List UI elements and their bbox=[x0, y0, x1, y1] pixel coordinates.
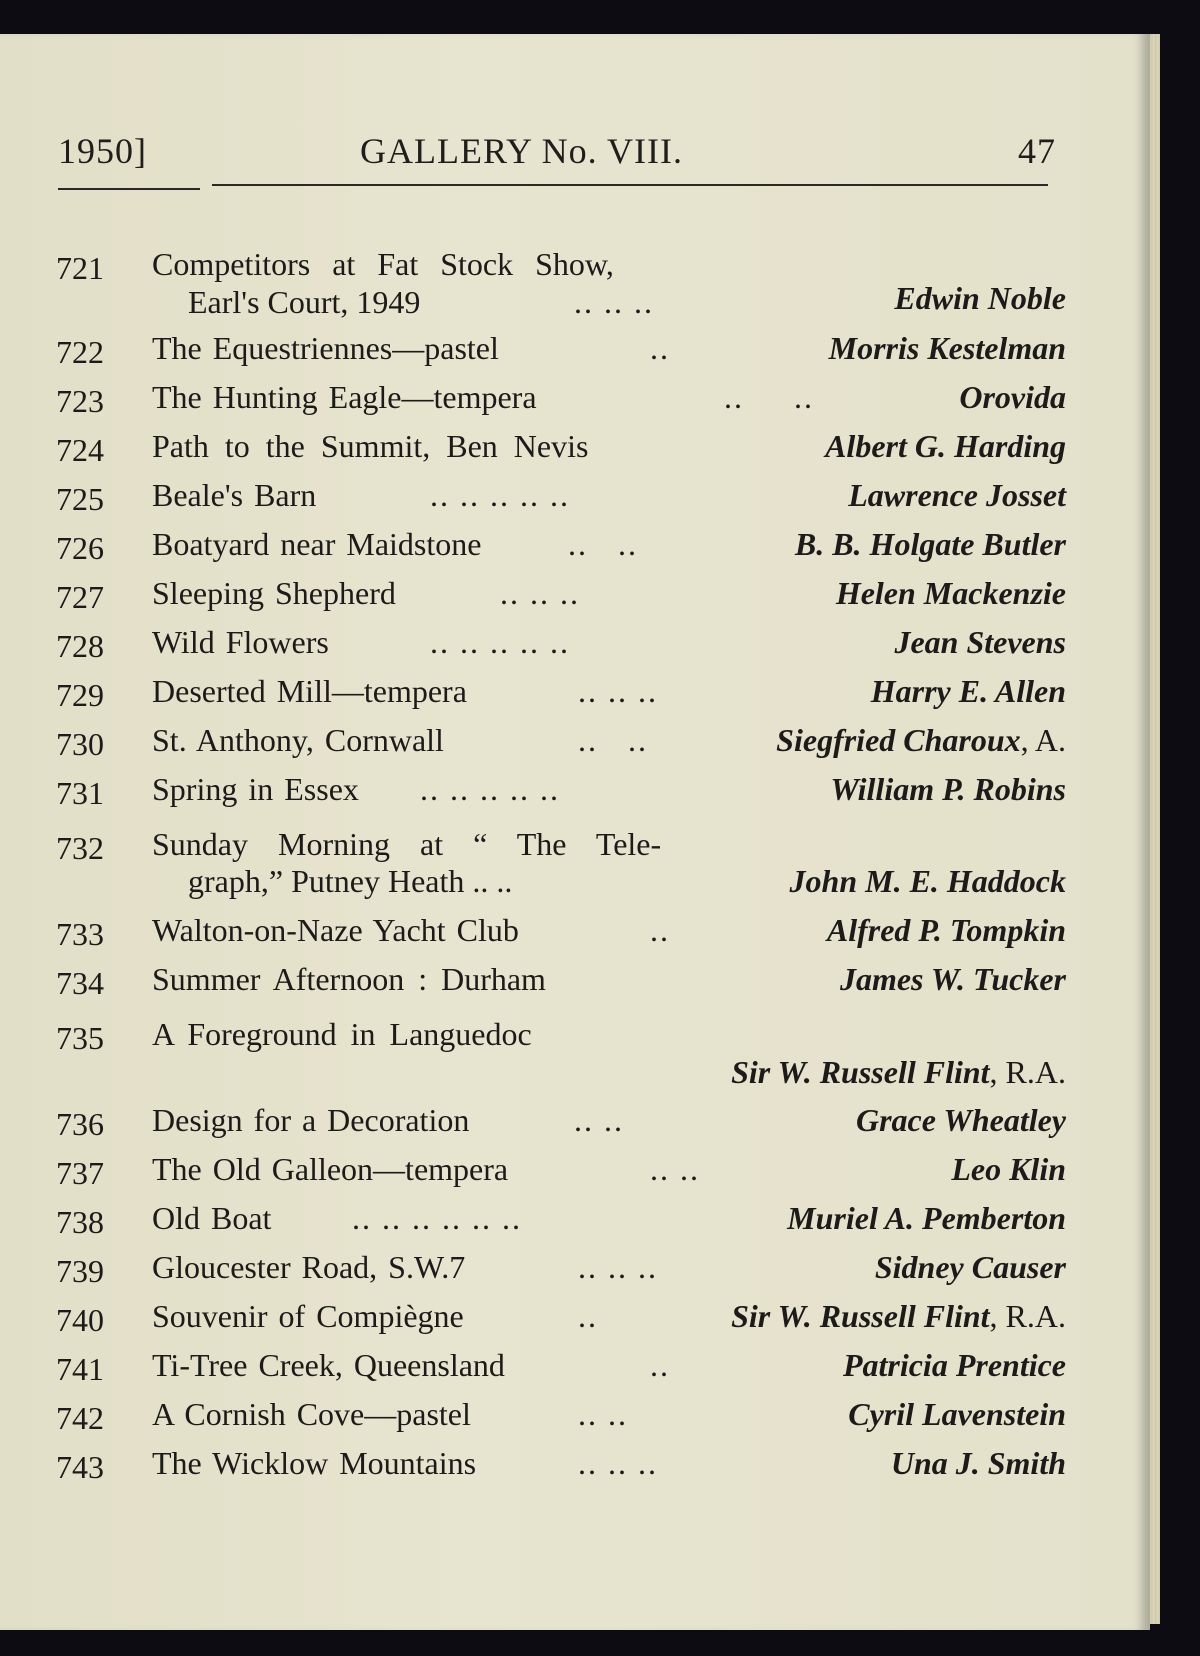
entry-title: Beale's Barn bbox=[152, 477, 317, 513]
artist-name: Siegfried Charoux bbox=[776, 722, 1021, 758]
entry-leader-dots: .. .. .. .. .. .. bbox=[352, 1200, 522, 1236]
entry-title: Ti-Tree Creek, Queensland bbox=[152, 1347, 505, 1383]
entry-number: 728 bbox=[56, 628, 104, 664]
entry-artist: Una J. Smith bbox=[890, 1445, 1066, 1481]
entry-number: 740 bbox=[56, 1302, 104, 1338]
entry-number: 732 bbox=[56, 830, 104, 866]
entry-leader-dots: .. .. bbox=[578, 722, 648, 758]
entry-number: 729 bbox=[56, 677, 104, 713]
entry-leader-dots: .. .. bbox=[568, 526, 638, 562]
entry-title: Spring in Essex bbox=[152, 771, 359, 807]
entry-number: 738 bbox=[56, 1204, 104, 1240]
entry-title-line2: Earl's Court, 1949 bbox=[188, 284, 421, 320]
entry-artist: William P. Robins bbox=[830, 771, 1066, 807]
entry-artist: Grace Wheatley bbox=[855, 1102, 1066, 1138]
entry-title: A Foreground in Languedoc bbox=[152, 1016, 532, 1052]
entry-title-line2: graph,” Putney Heath .. .. bbox=[188, 863, 513, 899]
entry-number: 741 bbox=[56, 1351, 104, 1387]
entry-leader-dots: .. .. .. bbox=[578, 673, 658, 709]
entry-title: Sunday Morning at “ The Tele- bbox=[152, 826, 662, 862]
entry-artist: Harry E. Allen bbox=[870, 673, 1066, 709]
entry-title: A Cornish Cove—pastel bbox=[152, 1396, 471, 1432]
entry-artist: James W. Tucker bbox=[839, 961, 1066, 997]
entry-leader-dots: .. .. .. bbox=[578, 1445, 658, 1481]
entry-leader-dots: .. bbox=[650, 330, 670, 366]
entry-leader-dots: .. .. bbox=[724, 379, 814, 415]
entry-title: Wild Flowers bbox=[152, 624, 329, 660]
entry-artist: Alfred P. Tompkin bbox=[826, 912, 1066, 948]
artist-honour: , R.A. bbox=[989, 1054, 1066, 1090]
artist-honour: , A. bbox=[1020, 722, 1066, 758]
entry-artist: Leo Klin bbox=[951, 1151, 1066, 1187]
entry-number: 725 bbox=[56, 481, 104, 517]
entry-title: Old Boat bbox=[152, 1200, 272, 1236]
entry-number: 730 bbox=[56, 726, 104, 762]
header-year: 1950] bbox=[58, 131, 147, 171]
entry-artist: Sidney Causer bbox=[874, 1249, 1066, 1285]
entry-leader-dots: .. .. .. .. .. bbox=[420, 771, 560, 807]
entry-title: Boatyard near Maidstone bbox=[152, 526, 482, 562]
entry-title: Sleeping Shepherd bbox=[152, 575, 396, 611]
entry-number: 724 bbox=[56, 432, 104, 468]
entry-artist: Helen Mackenzie bbox=[835, 575, 1066, 611]
entry-leader-dots: .. .. .. bbox=[574, 284, 654, 320]
entry-number: 726 bbox=[56, 530, 104, 566]
entry-number: 743 bbox=[56, 1449, 104, 1485]
entry-artist bbox=[829, 330, 1066, 367]
entry-leader-dots: .. bbox=[578, 1298, 598, 1334]
entry-leader-dots: .. .. bbox=[650, 1151, 700, 1187]
entry-title: Deserted Mill—tempera bbox=[152, 673, 467, 709]
book-page bbox=[0, 34, 1150, 1630]
entry-number: 722 bbox=[56, 334, 104, 370]
entry-number: 736 bbox=[56, 1106, 104, 1142]
entry-artist: John M. E. Haddock bbox=[789, 863, 1066, 899]
entry-leader-dots: .. .. bbox=[578, 1396, 628, 1432]
entry-number: 734 bbox=[56, 965, 104, 1001]
entry-artist: B. B. Holgate Butler bbox=[794, 526, 1066, 562]
catalogue-entries bbox=[0, 34, 1150, 1630]
entry-title: The Hunting Eagle—tempera bbox=[152, 379, 537, 415]
entry-artist: Cyril Lavenstein bbox=[848, 1396, 1066, 1432]
entry-leader-dots: .. .. .. bbox=[578, 1249, 658, 1285]
entry-title: The Wicklow Mountains bbox=[152, 1445, 477, 1481]
entry-artist bbox=[731, 1298, 1066, 1335]
entry-leader-dots: .. .. .. .. .. bbox=[430, 477, 570, 513]
entry-number: 742 bbox=[56, 1400, 104, 1436]
entry-artist bbox=[731, 1054, 1066, 1091]
entry-artist: Albert G. Harding bbox=[825, 428, 1066, 464]
entry-leader-dots: .. .. .. .. .. bbox=[430, 624, 570, 660]
entry-artist: Edwin Noble bbox=[894, 280, 1066, 316]
entry-number: 721 bbox=[56, 250, 104, 286]
entry-leader-dots: .. .. .. bbox=[500, 575, 580, 611]
artist-name: Morris Kestelman bbox=[828, 330, 1066, 366]
entry-title: Walton-on-Naze Yacht Club bbox=[152, 912, 519, 948]
entry-number: 739 bbox=[56, 1253, 104, 1289]
entry-number: 727 bbox=[56, 579, 104, 615]
entry-title: Souvenir of Compiègne bbox=[152, 1298, 464, 1334]
entry-artist bbox=[776, 722, 1066, 759]
entry-artist: Lawrence Josset bbox=[848, 477, 1066, 513]
entry-title: The Equestriennes—pastel bbox=[152, 330, 499, 366]
entry-artist: Jean Stevens bbox=[894, 624, 1066, 660]
entry-artist: Patricia Prentice bbox=[842, 1347, 1066, 1383]
entry-title: The Old Galleon—tempera bbox=[152, 1151, 509, 1187]
entry-title: Gloucester Road, S.W.7 bbox=[152, 1249, 466, 1285]
entry-title: Design for a Decoration bbox=[152, 1102, 470, 1138]
entry-number: 731 bbox=[56, 775, 104, 811]
entry-artist: Orovida bbox=[959, 379, 1066, 415]
entry-artist: Muriel A. Pemberton bbox=[787, 1200, 1066, 1236]
entry-title: Summer Afternoon : Durham bbox=[152, 961, 546, 997]
header-title: GALLERY No. VIII. bbox=[360, 131, 683, 171]
page-edge bbox=[1150, 34, 1160, 1624]
artist-name: Sir W. Russell Flint bbox=[731, 1298, 990, 1334]
artist-honour: , R.A. bbox=[989, 1298, 1066, 1334]
entry-title: Competitors at Fat Stock Show, bbox=[152, 246, 614, 282]
entry-number: 723 bbox=[56, 383, 104, 419]
header-page-number: 47 bbox=[1018, 131, 1056, 171]
entry-leader-dots: .. bbox=[650, 1347, 670, 1383]
entry-number: 737 bbox=[56, 1155, 104, 1191]
entry-title: Path to the Summit, Ben Nevis bbox=[152, 428, 589, 464]
entry-number: 733 bbox=[56, 916, 104, 952]
entry-leader-dots: .. bbox=[650, 912, 670, 948]
entry-title: St. Anthony, Cornwall bbox=[152, 722, 444, 758]
entry-leader-dots: .. .. bbox=[574, 1102, 624, 1138]
artist-name: Sir W. Russell Flint bbox=[731, 1054, 990, 1090]
entry-number: 735 bbox=[56, 1020, 104, 1056]
